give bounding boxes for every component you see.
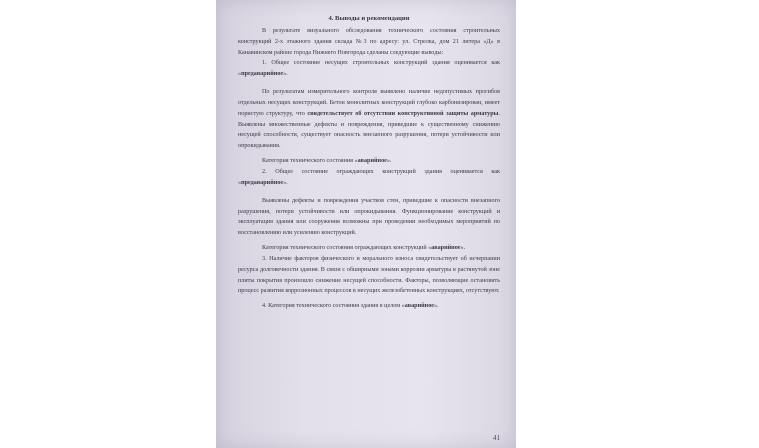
conclusion-3: 3. Наличие факторов физического и морального износа свидетельствует об исчерпании ресурса долговечности здания. В связи с обширными зонами коррозии арматуры в растянутой зоне плиты покрытия произошло снижение несущей способности. Факторы, позволяющие остановить процесс развития коррозионных процессов в несущих железобетонных конструкциях, отсутствуют. xyxy=(238,255,500,295)
conclusion-1-bold: предаварийное xyxy=(241,71,284,78)
measurement-bold: свидетельствует об отсутствии конструктивной защиты арматуры xyxy=(307,110,499,117)
document-page xyxy=(216,0,516,448)
document-body xyxy=(238,14,500,312)
conclusion-1-end: ». xyxy=(283,71,288,78)
conclusion-2-bold: предаварийное xyxy=(241,179,284,186)
category-2-end: ». xyxy=(460,245,466,252)
conclusion-2-end: ». xyxy=(283,179,288,186)
category-2 xyxy=(238,243,500,254)
conclusion-4-text: 4. Категория технического состояния здания в целом « xyxy=(262,303,405,310)
conclusion-4 xyxy=(238,301,500,312)
conclusion-4-end: ». xyxy=(434,303,439,310)
measurement-text-b: . Выявлены множественные дефекты и повреждения, приведшие к существенному снижению несущей способности, существует опасность внезапного разрушения, потери устойчивости или опрокидывания. xyxy=(238,110,500,150)
category-2-bold: аварийное xyxy=(431,245,461,252)
defects-paragraph: Выявлены дефекты и повреждения участков стен, приведшие к опасности внезапного разрушения, потери устойчивости или опрокидывания. Функционирование конструкций и эксплуатация здания или сооружения возможны при проведении необходимых мероприятий по восстановлению или усилению конструкций. xyxy=(238,197,500,237)
category-1 xyxy=(238,156,500,167)
category-1-bold: аварийное xyxy=(357,158,387,165)
conclusion-1-text: 1. Общее состояние несущих строительных конструкций здания оценивается как « xyxy=(238,60,500,78)
measurement-text-a: По результатам измерительного контроля выявлено наличие недопустимых прогибов отдельных несущих конструкций. Бетон монолитных конструкций глубоко карбонизирован, имеет пористую структуру, что xyxy=(238,89,500,117)
measurement-paragraph xyxy=(238,87,500,152)
conclusion-1 xyxy=(238,58,500,80)
conclusion-4-bold: аварийное xyxy=(404,303,434,310)
section-heading: 4. Выводы и рекомендации xyxy=(328,15,410,22)
page-number: 41 xyxy=(493,434,500,442)
conclusion-2-text: 2. Общее состояние ограждающих конструкций здания оценивается как « xyxy=(238,168,500,186)
category-2-text: Категория технического состояния ограждающих конструкций « xyxy=(262,245,432,252)
category-1-end: ». xyxy=(386,158,392,165)
intro-paragraph: В результате визуального обследования технического состояния строительных конструкций 2-х этажного здания склада №3 по адресу: ул. Стрелка, дом 21 литера «Д» в Канавинском районе города Нижнего Новгорода сделаны следующие выводы: xyxy=(238,27,500,56)
category-1-text: Категория технического состояния « xyxy=(262,158,358,165)
conclusion-2 xyxy=(238,167,500,189)
